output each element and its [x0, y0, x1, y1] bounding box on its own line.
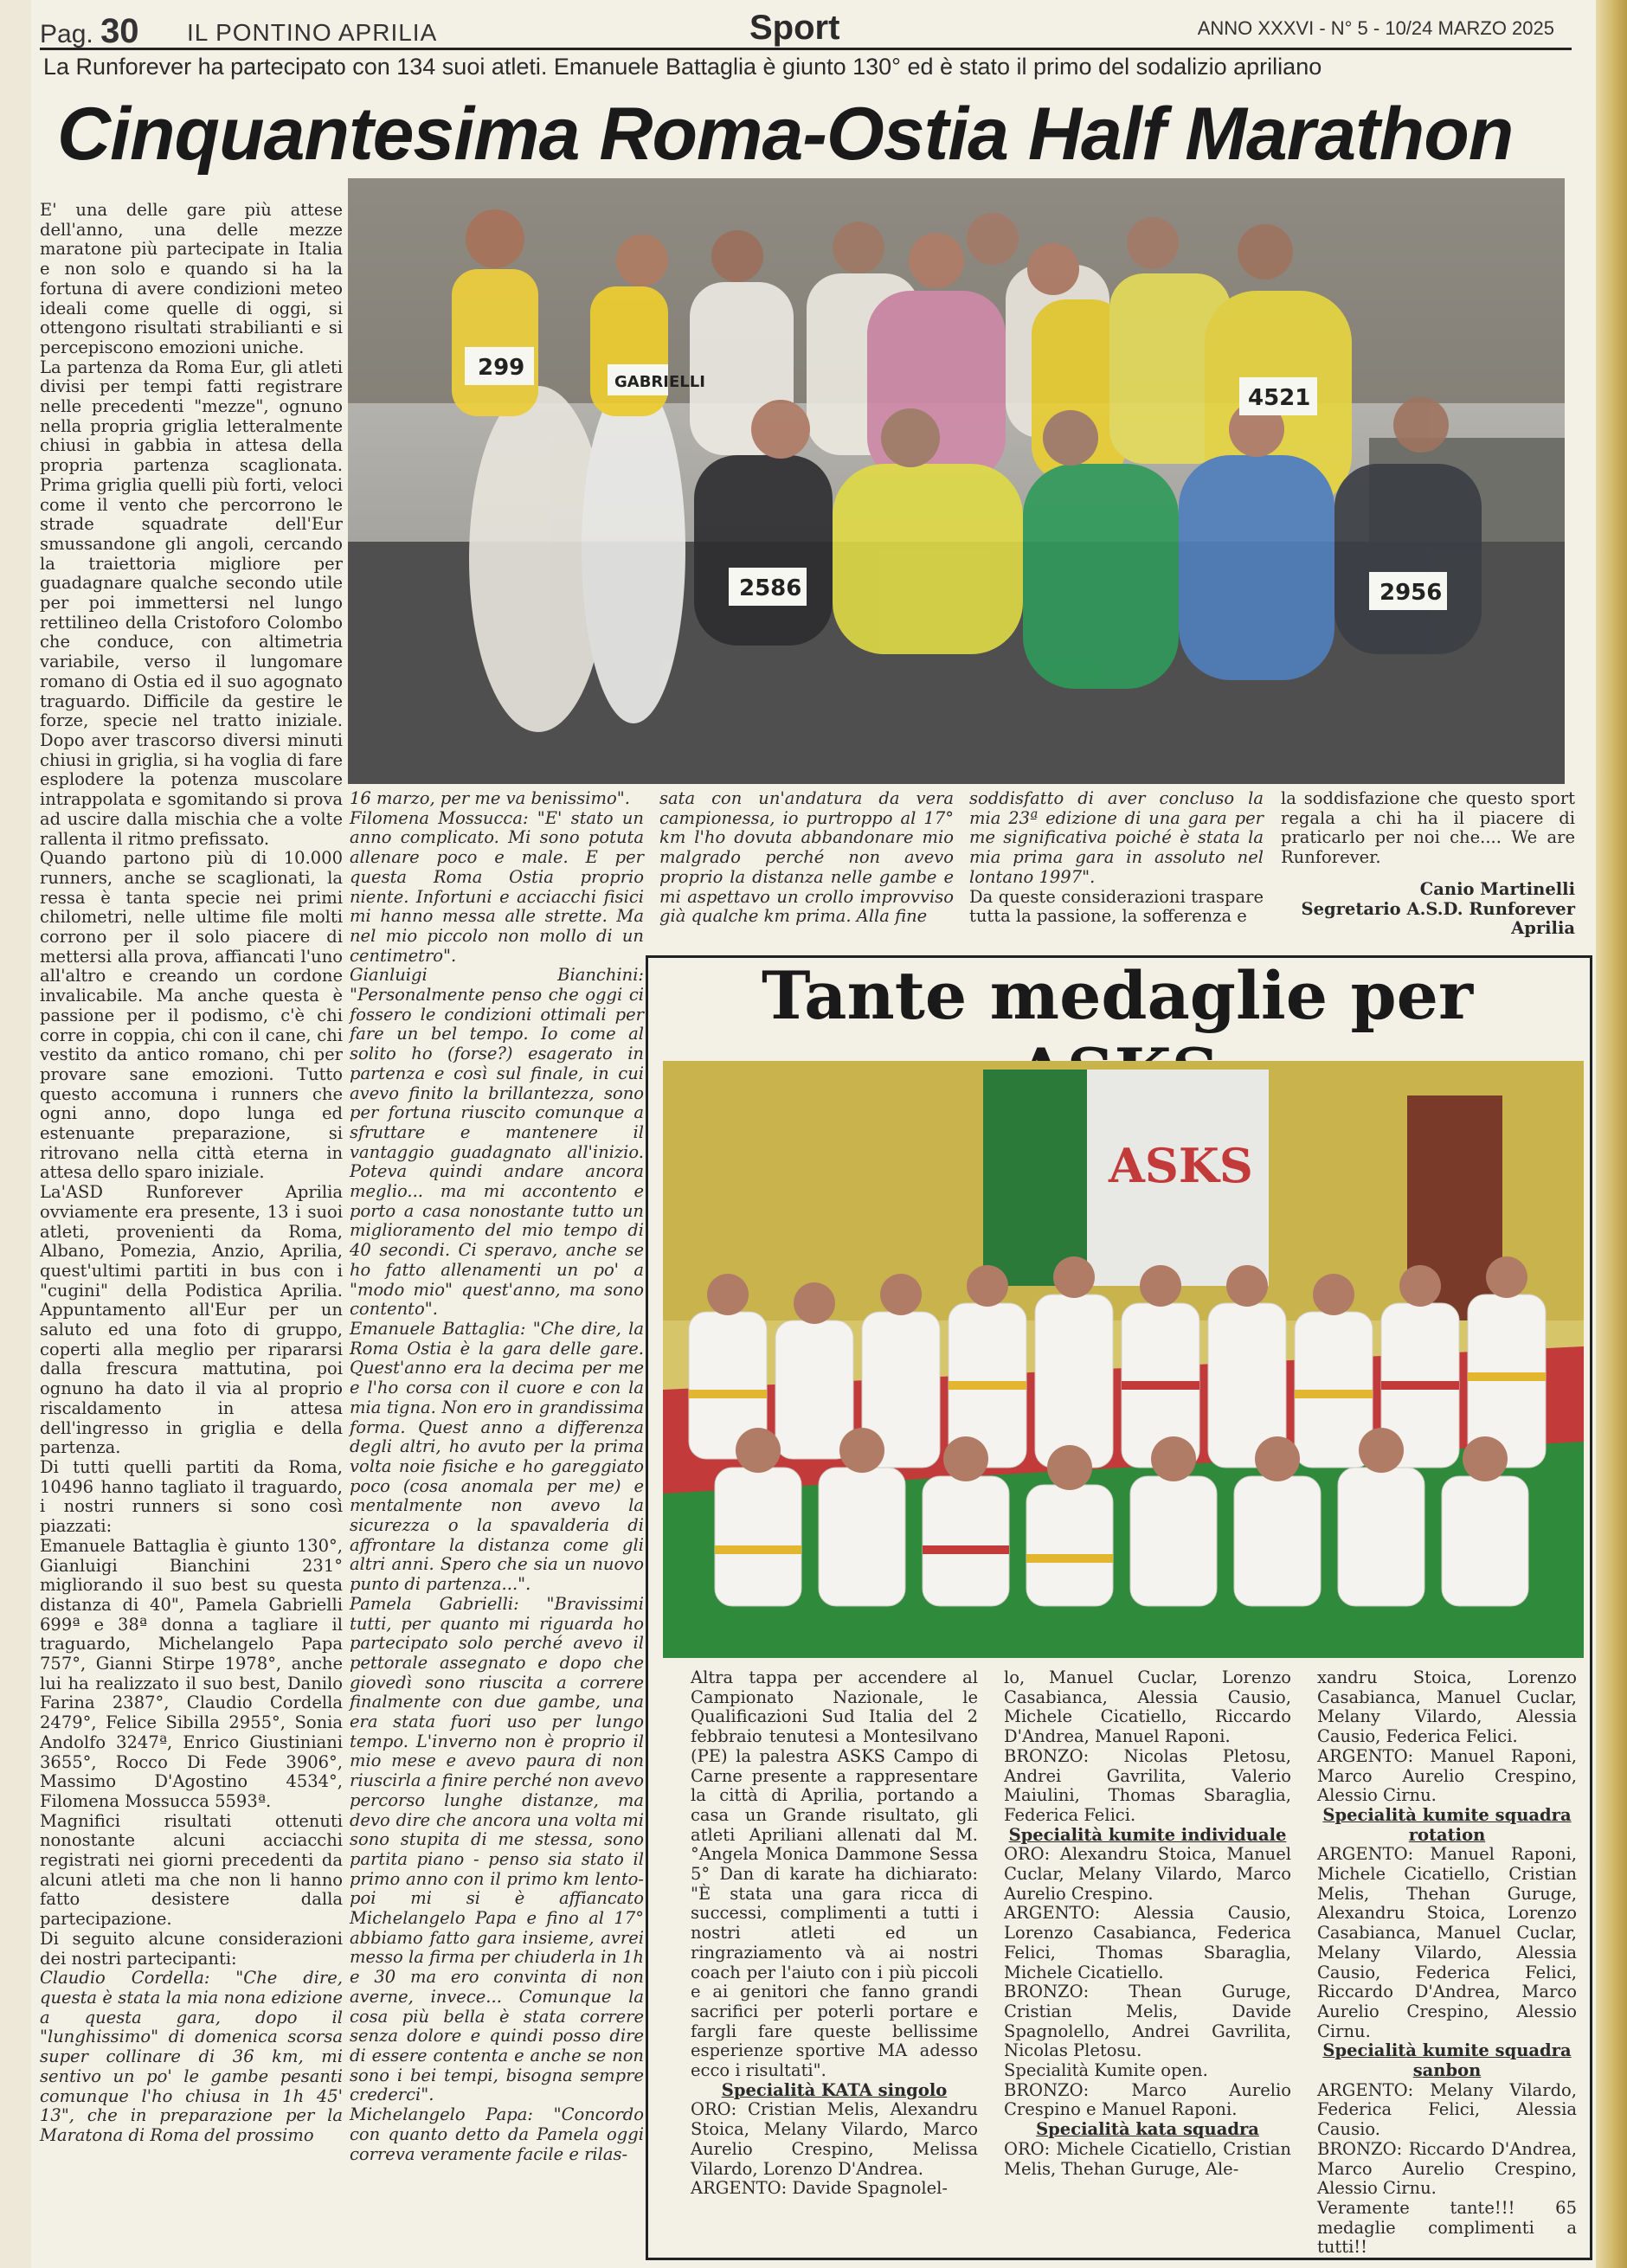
paragraph: Magnifici risultati ottenuti nonostante alcuni acciacchi registrati nei giorni precedenti da alcuni atleti ma che non li hanno fatto desistere dalla partecipazione.: [40, 1810, 343, 1930]
result-line: BRONZO: Riccardo D'Andrea, Marco Aurelio Crespino, Alessio Cirnu.: [1317, 2138, 1577, 2199]
article1-column-2: [350, 789, 644, 2164]
result-line: ORO: Michele Cicatiello, Cristian Melis, Thehan Guruge, Ale-: [1004, 2138, 1291, 2179]
newspaper-page: [31, 5, 1596, 2260]
paragraph: Altra tappa per accendere al Campionato Nazionale, le Qualificazioni Sud Italia del 2 febbraio tenutesi a Montesilvano (PE) la palestra ASKS Campo di Carne presente a rappresentare la città di Aprilia, portando a casa un Grande risultato, gli atleti Apriliani allenati dal M.°Angela Monica Dammone Sessa 5° Dan di karate ha dichiarato: "È stata una gara ricca di successi, complimenti a tutti i nostri atleti ed un ringraziamento và ai nostri coach per l'aiuto con i più piccoli e ai genitori che fanno grandi sacrifici per poterli portare e fargli fare queste bellissime esperienze sportive MA adesso ecco i risultati".: [691, 1667, 978, 2081]
article1-column-5: [1281, 789, 1575, 939]
paragraph: Emanuele Battaglia è giunto 130°, Gianluigi Bianchini 231° migliorando il suo best su questa distanza di 40", Pamela Gabrielli 699ª e 38ª donna a tagliare il traguardo, Michelangelo Papa 757°, Gianni Stirpe 1978°, anche lui ha realizzato il suo best, Danilo Farina 2387°, Claudio Cordella 2479°, Felice Sibilla 2955°, Sonia Andolfo 3247ª, Enrico Giustiniani 3655°, Rocco Di Fede 3906°, Massimo D'Agostino 4534°, Filomena Mossucca 5593ª.: [40, 1535, 343, 1811]
subheading: Specialità kumite squadra sanbon: [1322, 2040, 1572, 2081]
closing-line: Veramente tante!!! 65 medaglie complimenti a tutti!!: [1317, 2197, 1577, 2258]
result-line: ORO: Cristian Melis, Alexandru Stoica, Melany Vilardo, Marco Aurelio Crespino, Melissa Vilardo, Lorenzo D'Andrea.: [691, 2099, 978, 2179]
article2-column-1: [691, 1668, 978, 2199]
result-line: ARGENTO: Melany Vilardo, Federica Felici, Alessia Causio.: [1317, 2079, 1577, 2140]
subheading: Specialità kumite individuale: [1008, 1824, 1287, 1845]
paragraph: Quando partono più di 10.000 runners, anche se scaglionati, la ressa è tanta specie nei primi chilometri, nelle ultime file molti corrono per il solo piacere di mettersi alla prova, affiancati l'uno all'altro e creando un cordone invalicabile. Ma anche questa è passione per il podismo, c'è chi corre in coppia, chi con il cane, chi vestito da antico romano, chi per provare sane emozioni. Tutto questo accomuna i runners che ogni anno, dopo lunga ed estenuante preparazione, si ritrovano nella città eterna in attesa dello sparo iniziale.: [40, 848, 343, 1183]
paragraph: La partenza da Roma Eur, gli atleti divisi per tempi fatti registrare nelle precedenti "mezze", ognuno nella propria griglia letteralmente chiusi in gabbia in attesa della propria partenza scaglionata. Prima griglia quelli più forti, veloci come il vento che percorrono le strade squadrate dell'Eur smussandone gli angoli, cercando la traiettoria migliore per guadagnare qualche secondo utile per poi immettersi nel lungo rettilineo della Cristoforo Colombo che conduce, con altimetria variabile, verso il lungomare romano di Ostia ed il suo agognato traguardo. Difficile da gestire le forze, specie nel tratto iniziale. Dopo aver trascorso diversi minuti chiusi in griglia, si ha voglia di fare esplodere la potenza muscolare intrappolata e sgomitando si prova ad uscire dalla mischia che a volte rallenta il ritmo prefissato.: [40, 357, 343, 849]
subheading: Specialità KATA singolo: [721, 2079, 948, 2100]
paragraph: Da queste considerazioni traspare tutta la passione, la sofferenza e: [969, 886, 1264, 927]
paragraph: Pamela Gabrielli: "Bravissimi tutti, per quanto mi riguarda ho partecipato solo perché avevo il pettorale assegnato e dopo che giovedì sono riuscita a correre finalmente con due gambe, una era stata fuori uso per lungo tempo. L'inverno non è proprio il mio mese e avevo paura di non riuscirla a finire perché non avevo percorso lunghe distanze, ma devo dire che ancora una volta mi sono stupita di me stessa, sono partita piano - penso sia stato il primo anno con il primo km lento- poi mi si è affiancato Michelangelo Papa e fino al 17° abbiamo fatto gara insieme, avrei messo la firma per chiuderla in 1h e 30 ma ero convinta di non averne, invece... Comunque la cosa più bella è stata correre senza dolore e quindi posso dire di essere contenta e anche se non sono i bei tempi, bisogna sempre crederci".: [350, 1593, 644, 2105]
subheading: Specialità kata squadra: [1036, 2119, 1259, 2140]
article1-column-4: [969, 789, 1264, 927]
article2-column-3: [1317, 1668, 1577, 2258]
author-name: Canio Martinelli: [1419, 878, 1575, 899]
author-role: Segretario A.S.D. Runforever: [1301, 898, 1575, 919]
issue-info: ANNO XXXVI - N° 5 - 10/24 MARZO 2025: [1197, 17, 1554, 39]
paragraph: Di tutti quelli partiti da Roma, 10496 hanno tagliato il traguardo, i nostri runners si sono così piazzati:: [40, 1457, 343, 1537]
runner-bib: 4521: [1248, 385, 1311, 411]
section-title: Sport: [749, 9, 840, 47]
result-line: BRONZO: Nicolas Pletosu, Andrei Gavrilita, Valerio Maiulini, Thomas Sbaraglia, Federica Felici.: [1004, 1745, 1291, 1825]
paragraph: La'ASD Runforever Aprilia ovviamente era presente, 13 i suoi atleti, provenienti da Roma, Albano, Pomezia, Anzio, Aprilia, quest'ultimi partiti in bus con i "cugini" della Podistica Aprilia. Appuntamento all'Eur per un saluto ed una foto di gruppo, coperti alla meglio per ripararsi dalla frescura mattutina, poi ognuno ha dato il via al proprio riscaldamento in attesa dell'ingresso in griglia e della partenza.: [40, 1182, 343, 1458]
paragraph: Filomena Mossucca: "E' stato un anno complicato. Mi sono potuta allenare poco e male. E per questa Roma Ostia proprio niente. Infortuni e acciacchi fisici mi hanno messa alle strette. Ma nel mio piccolo non mollo di un centimetro".: [350, 807, 644, 966]
runner-bib: 2586: [739, 575, 802, 601]
paragraph: Claudio Cordella: "Che dire, questa è stata la mia nona edizione a questa gara, dopo il "lunghissimo" di domenica scorsa super collinare di 36 km, mi sentivo un po' le gambe pesanti comunque l'ho chiusa in 1h 45' 13", che in preparazione per la Maratona di Roma del prossimo: [40, 1968, 343, 2145]
paragraph: xandru Stoica, Lorenzo Casabianca, Manuel Cuclar, Melany Vilardo, Alessia Causio, Federica Felici.: [1317, 1667, 1577, 1747]
karate-group-photo: [663, 1061, 1584, 1658]
paragraph: Michelangelo Papa: "Concordo con quanto detto da Pamela oggi correva veramente facile e rilas-: [350, 2104, 644, 2164]
result-line: ORO: Alexandru Stoica, Manuel Cuclar, Melany Vilardo, Marco Aurelio Crespino.: [1004, 1844, 1291, 1904]
page-number: Pag. 30: [40, 12, 139, 50]
runner-bib: 299: [478, 355, 525, 381]
paragraph: lo, Manuel Cuclar, Lorenzo Casabianca, Alessia Causio, Michele Cicatiello, Riccardo D'Andrea, Manuel Raponi.: [1004, 1667, 1291, 1747]
runner-shirt-name: GABRIELLI: [614, 373, 705, 391]
paragraph: E' una delle gare più attese dell'anno, una delle mezze maratone più partecipate in Italia e non solo e quando si ha la fortuna di avere condizioni meteo ideali come quelle di oggi, si ottengono risultati strabilianti e si percepiscono emozioni uniche.: [40, 200, 343, 357]
article1-column-1: [40, 201, 343, 2146]
article-kicker: La Runforever ha partecipato con 134 suoi atleti. Emanuele Battaglia è giunto 130° ed è stato il primo del sodalizio apriliano: [43, 54, 1322, 80]
gold-page-edge: [1596, 0, 1627, 2268]
paragraph: soddisfatto di aver concluso la mia 23ª edizione di una gara per me significativa poiché è stata la mia prima gara in assoluto nel lontano 1997".: [969, 788, 1264, 887]
result-line: ARGENTO: Davide Spagnolel-: [691, 2178, 948, 2199]
paragraph: 16 marzo, per me va benissimo".: [350, 788, 630, 808]
article2-headline: Tante medaglie per: [761, 957, 1474, 1034]
result-line: ARGENTO: Manuel Raponi, Marco Aurelio Crespino, Alessio Cirnu.: [1317, 1745, 1577, 1806]
runners-group-photo: [348, 178, 1565, 784]
result-line: ARGENTO: Alessia Causio, Lorenzo Casabianca, Federica Felici, Thomas Sbaraglia, Michele Cicatiello.: [1004, 1903, 1291, 1982]
paragraph: Di seguito alcune considerazioni dei nostri partecipanti:: [40, 1928, 343, 1969]
paragraph: Emanuele Battaglia: "Che dire, la Roma Ostia è la gara delle gare. Quest'anno era la decima per me e l'ho corsa con il cuore e con la mia tigna. Non ero in grandissima forma. Quest anno a differenza degli altri, ho avuto per la prima volta noie fisiche e ho gareggiato poco (cosa anomala per me) e mentalmente non avevo la sicurezza o la spavalderia di affrontare la distanza come gli altri anni. Spero che sia un nuovo punto di partenza...".: [350, 1318, 644, 1595]
flag-text: ASKS: [1109, 1138, 1253, 1193]
result-line: ARGENTO: Manuel Raponi, Michele Cicatiello, Cristian Melis, Thehan Guruge, Alexandru Stoica, Lorenzo Casabianca, Manuel Cuclar, Melany Vilardo, Alessia Causio, Federica Felici, Riccardo D'Andrea, Marco Aurelio Crespino, Alessio Cirnu.: [1317, 1844, 1577, 2041]
runner-bib: 2956: [1379, 580, 1443, 606]
masthead: [40, 7, 1572, 50]
paragraph: sata con un'andatura da vera campionessa, io purtroppo al 17° km l'ho dovuta abbandonare mio malgrado perché non avevo proprio la distanza nelle gambe e mi aspettavo un crollo improvviso già qualche km prima. Alla fine: [659, 788, 954, 927]
result-line: BRONZO: Thean Guruge, Cristian Melis, Davide Spagnolello, Andrei Gavrilita, Nicolas Pletosu.: [1004, 1982, 1291, 2061]
subheading: Specialità kumite squadra rotation: [1322, 1804, 1572, 1845]
author-location: Aprilia: [1511, 918, 1575, 939]
article2-column-2: [1004, 1668, 1291, 2179]
article-headline: Cinquantesima Roma-Ostia Half Marathon: [57, 93, 1514, 176]
result-line: BRONZO: Marco Aurelio Crespino e Manuel Raponi.: [1004, 2079, 1291, 2120]
page-margin-left: [0, 0, 31, 2268]
publication-name: IL PONTINO APRILIA: [187, 19, 438, 46]
article1-column-3: [659, 789, 954, 927]
paragraph: Gianluigi Bianchini: "Personalmente penso che oggi ci fossero le condizioni ottimali per fare un bel tempo. Io come al solito ho (forse?) esagerato in partenza e così sul finale, in cui avevo finito la brillantezza, sono per fortuna riuscito comunque a sfruttare e mantenere il vantaggio guadagnato all'inizio. Poteva quindi andare ancora meglio... ma mi accontento e porto a casa nonostante tutto un miglioramento del mio tempo di 40 secondi. Ci speravo, anche se ho fatto allenamenti un po' a "modo mio" quest'anno, ma sono contento".: [350, 965, 644, 1320]
paragraph: la soddisfazione che questo sport regala a chi ha il piacere di praticarlo per noi che.... We are Runforever.: [1281, 788, 1575, 868]
result-line: Specialità Kumite open.: [1004, 2060, 1208, 2081]
